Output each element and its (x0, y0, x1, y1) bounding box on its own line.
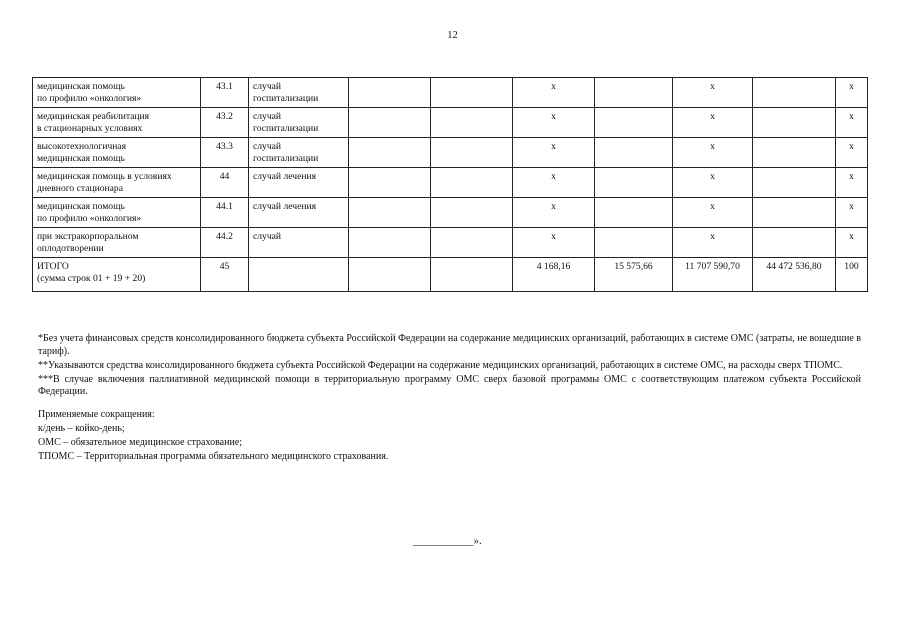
row-unit-cell: случай (249, 228, 349, 258)
row-code-cell: 45 (201, 258, 249, 292)
value-cell (595, 78, 673, 108)
footnote: ***В случае включения паллиативной медицинской помощи в территориальную программу ОМС сверх базовой программы ОМС с соответствующим платежом субъекта Российской Федерации. (38, 373, 861, 397)
value-cell (349, 138, 431, 168)
value-cell: х (513, 108, 595, 138)
value-cell (753, 168, 836, 198)
value-cell (349, 78, 431, 108)
value-cell (595, 138, 673, 168)
value-cell: х (836, 138, 868, 168)
abbreviation-item: к/день – койко-день; (38, 422, 125, 434)
value-cell (431, 258, 513, 292)
value-cell: х (673, 168, 753, 198)
row-code-cell: 43.1 (201, 78, 249, 108)
value-cell (595, 108, 673, 138)
value-cell: 15 575,66 (595, 258, 673, 292)
value-cell (349, 258, 431, 292)
closing-mark: ___________». (413, 535, 482, 547)
row-unit-cell: случай лечения (249, 198, 349, 228)
row-code-cell: 44.1 (201, 198, 249, 228)
notes-block (38, 333, 861, 465)
row-unit-cell: случай госпитализации (249, 108, 349, 138)
table-row (33, 168, 868, 198)
value-cell: х (673, 198, 753, 228)
row-name-cell: медицинская помощь по профилю «онкология» (33, 78, 201, 108)
value-cell (431, 168, 513, 198)
footnote: *Без учета финансовых средств консолидированного бюджета субъекта Российской Федерации на содержание медицинских организаций, работающих в системе ОМС (затраты, не вошедшие в тариф). (38, 333, 861, 357)
value-cell: х (836, 108, 868, 138)
value-cell (753, 198, 836, 228)
row-unit-cell (249, 258, 349, 292)
abbreviation-item: ТПОМС – Территориальная программа обязательного медицинского страхования. (38, 450, 389, 462)
row-name-cell: медицинская помощь в условиях дневного стационара (33, 168, 201, 198)
value-cell: х (836, 168, 868, 198)
total-row (33, 258, 868, 292)
value-cell: х (513, 198, 595, 228)
value-cell: х (836, 198, 868, 228)
value-cell: х (836, 78, 868, 108)
value-cell: 44 472 536,80 (753, 258, 836, 292)
row-code-cell: 44.2 (201, 228, 249, 258)
value-cell: х (673, 108, 753, 138)
value-cell (349, 108, 431, 138)
abbreviation-item: ОМС – обязательное медицинское страхование; (38, 436, 243, 448)
value-cell: 100 (836, 258, 868, 292)
value-cell (431, 198, 513, 228)
row-name-cell: высокотехнологичная медицинская помощь (33, 138, 201, 168)
row-code-cell: 43.2 (201, 108, 249, 138)
value-cell: 4 168,16 (513, 258, 595, 292)
value-cell: х (836, 228, 868, 258)
value-cell (349, 198, 431, 228)
value-cell (431, 138, 513, 168)
row-unit-cell: случай госпитализации (249, 78, 349, 108)
value-cell (431, 108, 513, 138)
row-unit-cell: случай госпитализации (249, 138, 349, 168)
cost-table (32, 77, 868, 292)
table-row (33, 138, 868, 168)
table-row (33, 228, 868, 258)
row-code-cell: 43.3 (201, 138, 249, 168)
value-cell (753, 78, 836, 108)
row-name-cell: медицинская помощь по профилю «онкология» (33, 198, 201, 228)
table-row (33, 198, 868, 228)
value-cell (595, 198, 673, 228)
value-cell (753, 228, 836, 258)
row-code-cell: 44 (201, 168, 249, 198)
value-cell: х (673, 228, 753, 258)
value-cell: х (673, 138, 753, 168)
value-cell (431, 78, 513, 108)
value-cell (349, 228, 431, 258)
value-cell: х (513, 168, 595, 198)
value-cell: х (513, 138, 595, 168)
value-cell: х (673, 78, 753, 108)
row-name-cell: при экстракорпоральном оплодотворении (33, 228, 201, 258)
table-row (33, 78, 868, 108)
value-cell: х (513, 228, 595, 258)
page-number: 12 (447, 30, 458, 41)
value-cell: 11 707 590,70 (673, 258, 753, 292)
row-name-cell: медицинская реабилитация в стационарных условиях (33, 108, 201, 138)
footnote: **Указываются средства консолидированного бюджета субъекта Российской Федерации на содержание медицинских организаций, работающих в системе ОМС, на расходы сверх ТПОМС. (38, 359, 843, 371)
value-cell (349, 168, 431, 198)
row-name-cell: ИТОГО (сумма строк 01 + 19 + 20) (33, 258, 201, 292)
value-cell (595, 228, 673, 258)
table-row (33, 108, 868, 138)
row-unit-cell: случай лечения (249, 168, 349, 198)
value-cell: х (513, 78, 595, 108)
value-cell (431, 228, 513, 258)
value-cell (753, 108, 836, 138)
abbreviations-title: Применяемые сокращения: (38, 408, 155, 420)
value-cell (595, 168, 673, 198)
value-cell (753, 138, 836, 168)
